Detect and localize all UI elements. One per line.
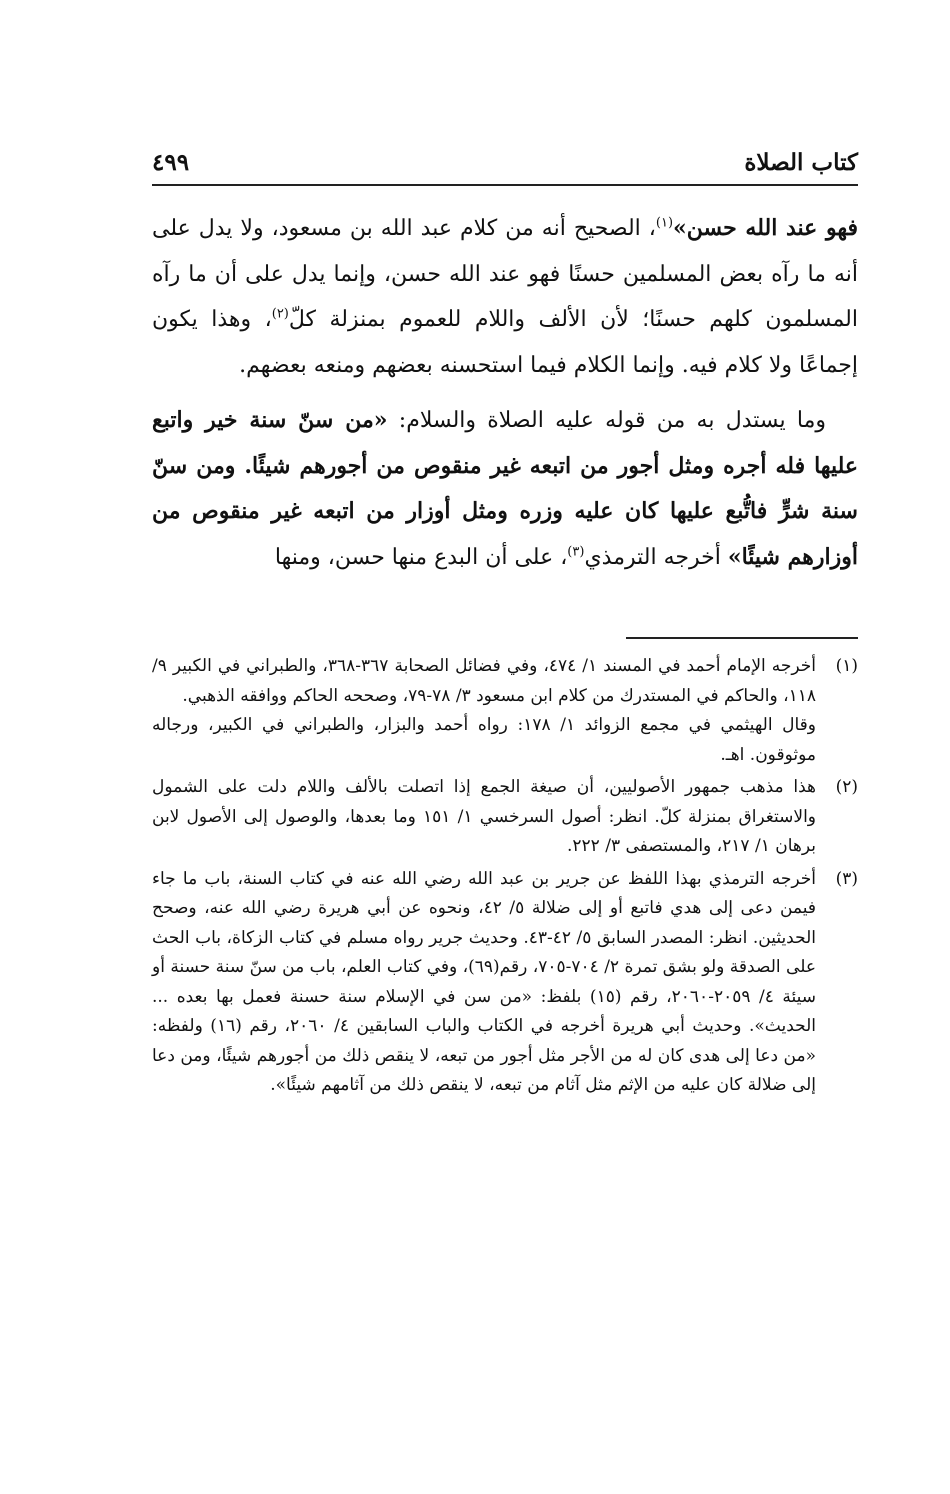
- paragraph-1-text-2: ، وهذا يكون إجماعًا ولا كلام فيه. وإنما الكلام فيما استحسنه بعضهم ومنعه بعضهم.: [152, 307, 858, 378]
- paragraph-1-text: ، الصحيح أنه من كلام عبد الله بن مسعود، ولا يدل على أنه ما رآه بعض المسلمين حسنًا فهو عند الله حسن، وإنما يدل على أن ما رآه المسلمون كلهم حسنًا؛ لأن الألف واللام للعموم بمنزلة كلّ: [152, 216, 858, 332]
- chapter-title: كتاب الصلاة: [744, 149, 858, 176]
- paragraph-1: [152, 206, 858, 388]
- footnote-3: [152, 865, 858, 1101]
- footnote-number: (٣): [835, 868, 858, 889]
- main-text: [152, 206, 858, 580]
- footnote-paragraph: أخرجه الإمام أحمد في المسند ١/ ٤٧٤، وفي فضائل الصحابة ٣٦٧-٣٦٨، والطبراني في الكبير ٩/ ١١٨، والحاكم في المستدرك من كلام ابن مسعود ٣/ ٧٨-٧٩، وصححه الحاكم ووافقه الذهبي.: [152, 656, 816, 706]
- paragraph-2-after: أخرجه الترمذي: [584, 544, 728, 570]
- bold-lead: فهو عند الله حسن»: [673, 215, 858, 241]
- footnote-1: [152, 652, 858, 770]
- footnote-number: (١): [835, 656, 858, 676]
- footnote-number: (٢): [835, 777, 858, 797]
- paragraph-2-intro: وما يستدل به من قوله عليه الصلاة والسلام:: [387, 408, 826, 433]
- footnotes: [152, 652, 858, 1104]
- footnote-separator: [626, 637, 858, 639]
- footnote-body: [152, 773, 816, 862]
- footnote-paragraph: وقال الهيثمي في مجمع الزوائد ١/ ١٧٨: رواه أحمد والبزار، والطبراني في الكبير، ورجاله موثوقون. اهـ.: [152, 715, 817, 765]
- footnote-2: [152, 773, 858, 862]
- footnote-ref-3: (٣): [567, 544, 585, 560]
- footnote-paragraph: أخرجه الترمذي بهذا اللفظ عن جرير بن عبد الله رضي الله عنه في كتاب السنة، باب ما جاء فيمن دعى إلى هدي فاتبع أو إلى ضلالة ٥/ ٤٢، ونحوه عن أبي هريرة رضي الله عنه، وصحح الحديثين. انظر: المصدر السابق ٥/ ٤٢-٤٣. وحديث جرير رواه مسلم في كتاب الزكاة، باب الحث على الصدقة ولو بشق تمرة ٢/ ٧٠٤-٧٠٥، رقم(٦٩)، وفي كتاب العلم، باب من سنّ سنة حسنة أو سيئة ٤/ ٢٠٥٩-٢٠٦٠، رقم (١٥) بلفظ: «من سن في الإسلام سنة حسنة فعمل بها بعده ... الحديث». وحديث أبي هريرة أخرجه في الكتاب والباب السابقين ٤/ ٢٠٦٠، رقم (١٦) ولفظه: «من دعا إلى هدى كان له من الأجر مثل أجور من تبعه، لا ينقص ذلك من أجورهم شيئًا، ومن دعا إلى ضلالة كان عليه من الإثم مثل آثام من تبعه، لا ينقص ذلك من آثامهم شيئًا».: [152, 868, 816, 1095]
- footnote-ref-1: (١): [655, 215, 674, 231]
- hadith-text: «من سنّ سنة خير واتبع عليها فله أجره ومثل أجور من اتبعه غير منقوص من أجورهم شيئًا. ومن سنّ سنة شرٍّ فاتُّبع عليها كان عليه وزره ومثل أوزار من اتبعه غير منقوص من أوزارهم شيئًا»: [152, 407, 858, 570]
- paragraph-2-end: ، على أن البدع منها حسن، ومنها: [274, 544, 568, 570]
- footnote-paragraph: هذا مذهب جمهور الأصوليين، أن صيغة الجمع إذا اتصلت بالألف واللام دلت على الشمول والاستغراق بمنزلة كلّ. انظر: أصول السرخسي ١/ ١٥١ وما بعدها، والوصول إلى الأصول لابن برهان ١/ ٢١٧، والمستصفى ٣/ ٢٢٢.: [152, 777, 816, 856]
- footnote-ref-2: (٢): [271, 306, 289, 322]
- footnote-body: [152, 652, 816, 770]
- page-number: ٤٩٩: [152, 149, 190, 176]
- paragraph-2: [152, 398, 858, 580]
- page-header: [152, 140, 858, 186]
- footnote-body: [152, 865, 816, 1101]
